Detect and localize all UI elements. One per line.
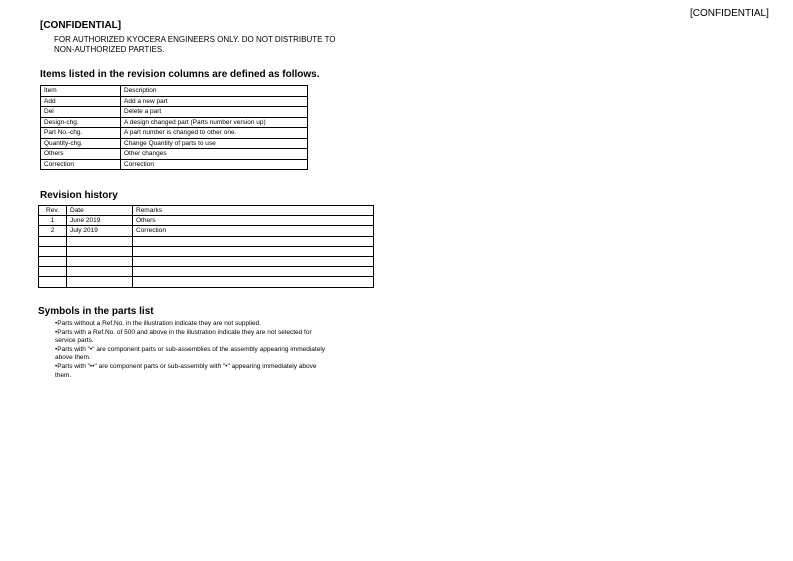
remarks-cell: Correction: [133, 226, 374, 236]
distribution-note: [54, 35, 354, 55]
table-header-row: [41, 86, 308, 97]
description-cell: Other changes: [121, 149, 308, 160]
column-header: Item: [41, 86, 121, 97]
list-item: [52, 346, 362, 363]
rev-cell: [39, 256, 67, 266]
distribution-note-line: NON-AUTHORIZED PARTIES.: [54, 45, 165, 54]
symbols-heading: Symbols in the parts list: [38, 306, 154, 317]
list-item-line: •Parts with "••" are component parts or sub-assembly with "•" appearing immediately above: [55, 362, 317, 370]
table-row: [39, 256, 374, 266]
date-cell: [67, 256, 133, 266]
rev-cell: 1: [39, 216, 67, 226]
item-cell: Part No.-chg.: [41, 128, 121, 139]
date-cell: June 2019: [67, 216, 133, 226]
item-cell: Add: [41, 96, 121, 107]
confidential-title: [CONFIDENTIAL]: [40, 20, 122, 31]
rev-cell: [39, 236, 67, 246]
column-header: Description: [121, 86, 308, 97]
table-row: [41, 96, 308, 107]
list-item: [52, 363, 362, 380]
rev-cell: [39, 246, 67, 256]
list-item-line: above them.: [55, 354, 91, 362]
confidential-corner-label: [CONFIDENTIAL]: [690, 8, 769, 19]
item-cell: Correction: [41, 159, 121, 170]
item-cell: Others: [41, 149, 121, 160]
date-cell: [67, 277, 133, 287]
table-row: [41, 149, 308, 160]
column-header: Date: [67, 206, 133, 216]
date-cell: [67, 246, 133, 256]
remarks-cell: Others: [133, 216, 374, 226]
definitions-heading: Items listed in the revision columns are defined as follows.: [40, 69, 320, 80]
symbols-list: [52, 320, 362, 380]
table-row: [39, 246, 374, 256]
table-row: [39, 236, 374, 246]
list-item: [52, 320, 362, 329]
description-cell: Change Quantity of parts to use: [121, 138, 308, 149]
table-row: [39, 216, 374, 226]
distribution-note-line: FOR AUTHORIZED KYOCERA ENGINEERS ONLY. DO NOT DISTRIBUTE TO: [54, 35, 336, 44]
table-row: [41, 107, 308, 118]
column-header: Remarks: [133, 206, 374, 216]
list-item: [52, 329, 362, 346]
remarks-cell: [133, 246, 374, 256]
rev-cell: 2: [39, 226, 67, 236]
list-item-line: •Parts with "•" are component parts or sub-assemblies of the assembly appearing immediately: [55, 345, 326, 353]
item-cell: Design-chg.: [41, 117, 121, 128]
date-cell: [67, 236, 133, 246]
table-row: [39, 267, 374, 277]
list-item-line: •Parts without a Ref.No. in the illustration indicate they are not supplied.: [55, 320, 262, 327]
table-row: [41, 138, 308, 149]
table-row: [41, 159, 308, 170]
revision-history-heading: Revision history: [40, 190, 118, 201]
table-row: [41, 117, 308, 128]
column-header: Rev.: [39, 206, 67, 216]
remarks-cell: [133, 236, 374, 246]
date-cell: July 2019: [67, 226, 133, 236]
table-row: [39, 277, 374, 287]
rev-cell: [39, 267, 67, 277]
remarks-cell: [133, 267, 374, 277]
remarks-cell: [133, 256, 374, 266]
description-cell: A part number is changed to other one.: [121, 128, 308, 139]
rev-cell: [39, 277, 67, 287]
table-row: [41, 128, 308, 139]
description-cell: Correction: [121, 159, 308, 170]
description-cell: A design changed part (Parts number version up): [121, 117, 308, 128]
description-cell: Delete a part: [121, 107, 308, 118]
description-cell: Add a new part: [121, 96, 308, 107]
list-item-line: service parts.: [55, 337, 94, 345]
table-header-row: [39, 206, 374, 216]
remarks-cell: [133, 277, 374, 287]
list-item-line: •Parts with a Ref.No. of 500 and above in the illustration indicate they are not selected for: [55, 328, 312, 336]
definitions-table: [40, 85, 308, 170]
item-cell: Del: [41, 107, 121, 118]
date-cell: [67, 267, 133, 277]
table-row: [39, 226, 374, 236]
item-cell: Quantity-chg.: [41, 138, 121, 149]
list-item-line: them.: [55, 371, 72, 379]
revision-history-table: [38, 205, 374, 288]
